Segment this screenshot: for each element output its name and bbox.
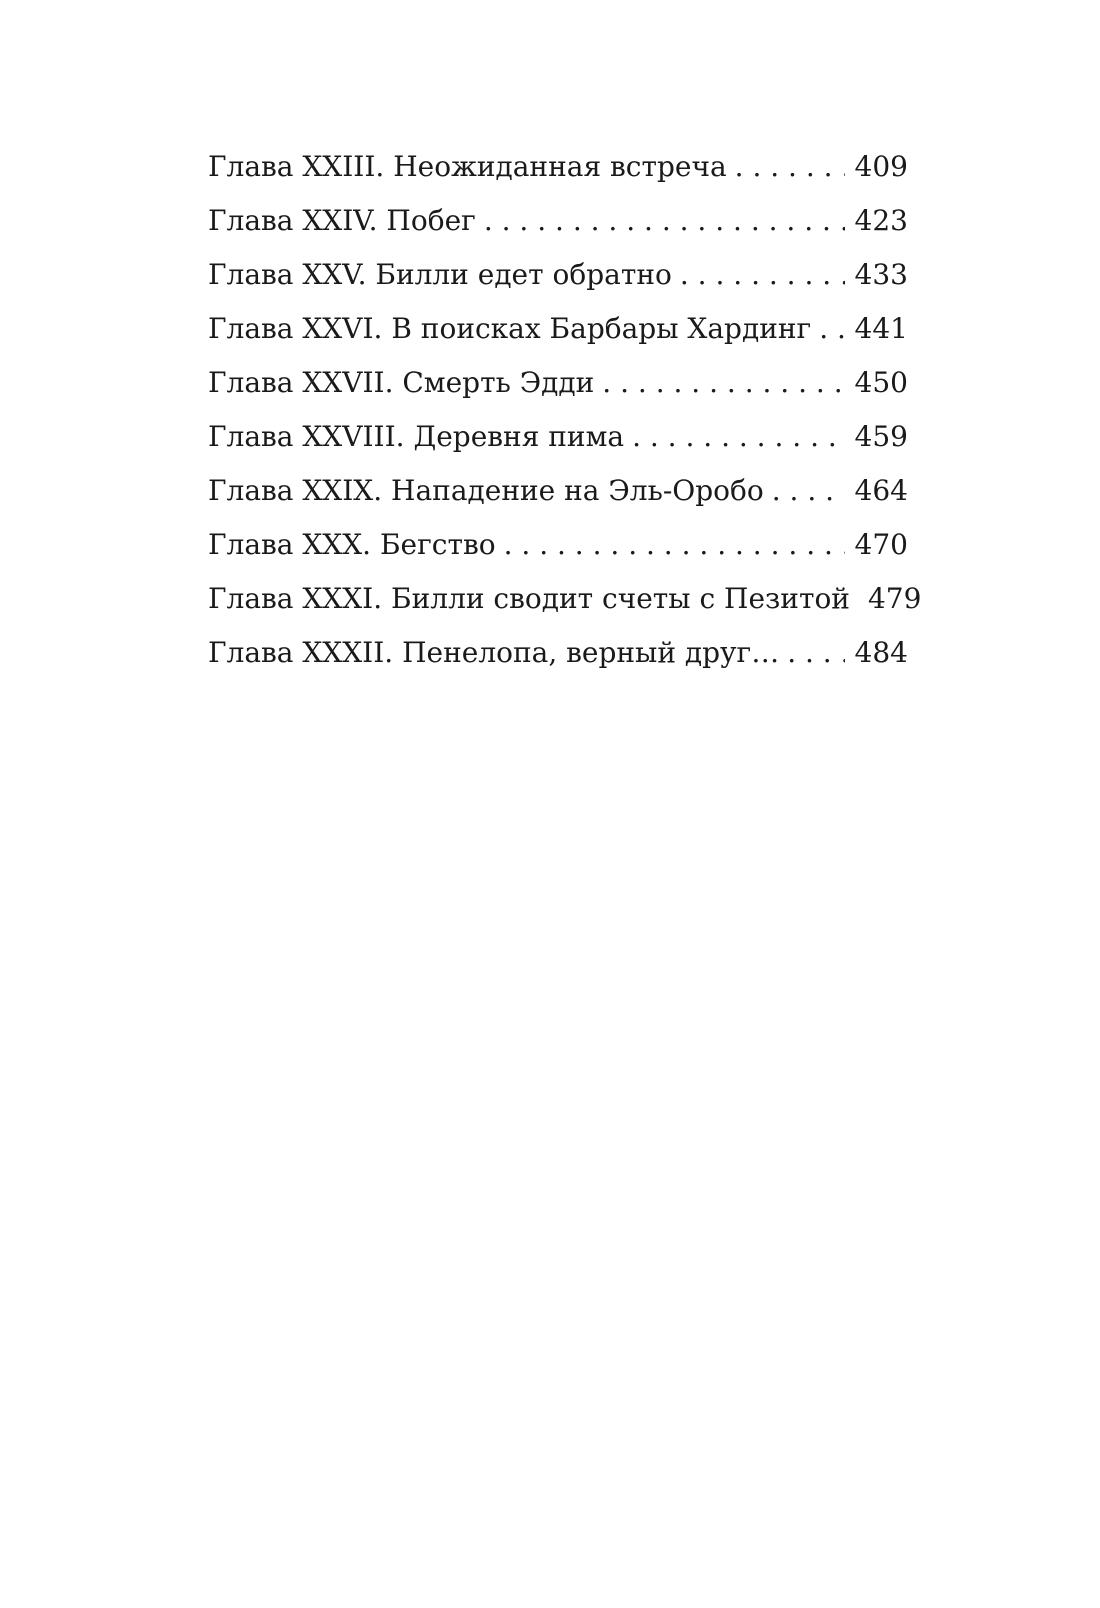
- toc-entry-title: Глава XXVIII. Деревня пима: [208, 420, 625, 453]
- toc-entry-page: 441: [854, 312, 908, 345]
- toc-entry: [208, 150, 908, 204]
- toc-entry: [208, 312, 908, 366]
- toc-entry-title: Глава XXV. Билли едет обратно: [208, 258, 672, 291]
- toc-entry: [208, 204, 908, 258]
- toc-dot-leader: [484, 204, 845, 237]
- toc-entry-page: 433: [854, 258, 908, 291]
- toc-dot-leader: [772, 474, 845, 507]
- toc-dot-leader: [819, 312, 844, 345]
- toc-entry-page: 484: [854, 636, 908, 669]
- toc-entry-page: 423: [854, 204, 908, 237]
- toc-entry-page: 464: [854, 474, 908, 507]
- toc-entry-title: Глава XXXII. Пенелопа, верный друг…: [208, 636, 780, 669]
- toc-entry-page: 450: [854, 366, 908, 399]
- toc-entry-page: 409: [854, 150, 908, 183]
- toc-entry-page: 459: [854, 420, 908, 453]
- toc-entry: [208, 528, 908, 582]
- toc-entry-title: Глава XXXI. Билли сводит счеты с Пезитой: [208, 582, 850, 615]
- toc-entry: [208, 636, 908, 690]
- toc-entry-title: Глава XXX. Бегство: [208, 528, 496, 561]
- toc-entry: [208, 258, 908, 312]
- toc-entry: [208, 474, 908, 528]
- toc-entry-page: 479: [867, 582, 922, 615]
- toc-entry-title: Глава XXIV. Побег: [208, 204, 476, 237]
- toc-dot-leader: [787, 636, 844, 669]
- toc-entry-title: Глава XXVI. В поисках Барбары Хардинг: [208, 312, 812, 345]
- toc-entry-page: 470: [854, 528, 908, 561]
- toc-entry-title: Глава XXIII. Неожиданная встреча: [208, 150, 727, 183]
- toc-entry-title: Глава XXIX. Нападение на Эль-Оробо: [208, 474, 764, 507]
- toc-entry: [208, 420, 908, 474]
- toc-dot-leader: [602, 366, 844, 399]
- toc-dot-leader: [680, 258, 845, 291]
- table-of-contents: [208, 150, 922, 690]
- toc-dot-leader: [504, 528, 845, 561]
- toc-dot-leader: [632, 420, 844, 453]
- toc-entry-title: Глава XXVII. Смерть Эдди: [208, 366, 595, 399]
- toc-entry: [208, 582, 922, 636]
- toc-dot-leader: [735, 150, 845, 183]
- toc-entry: [208, 366, 908, 420]
